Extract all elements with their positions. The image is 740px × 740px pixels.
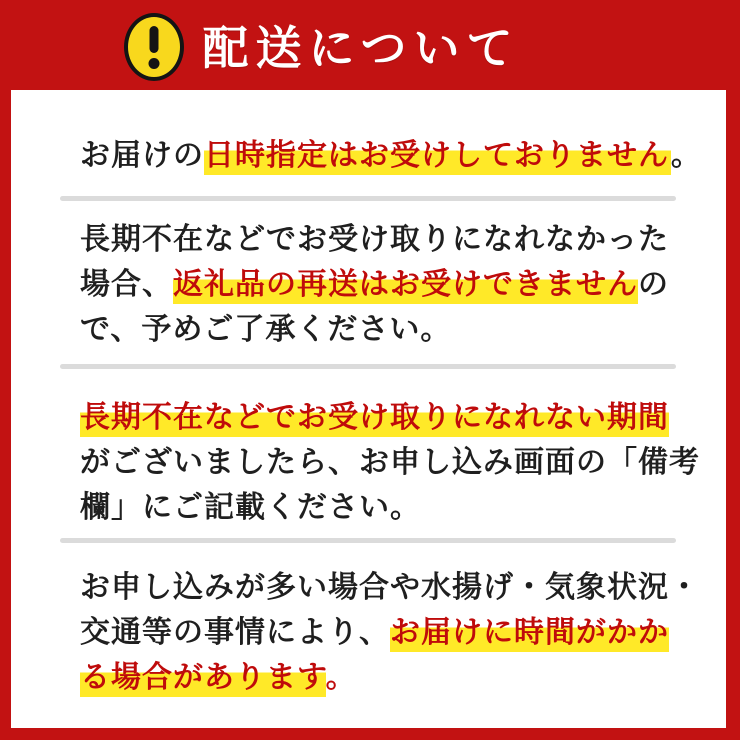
notice-line: [80, 395, 726, 440]
notice-line: [80, 565, 726, 610]
notice-line: [80, 307, 726, 352]
notice-text: で、予めご了承ください。: [80, 313, 452, 346]
highlighted-text: 返礼品の再送はお受けできません: [173, 268, 638, 304]
notice-text: 交通等の事情により、: [80, 616, 390, 649]
notice-paragraph: [80, 217, 726, 352]
notice-line: [80, 610, 726, 655]
section-divider: [60, 538, 676, 543]
exclamation-icon: [124, 13, 184, 81]
notice-text: 。: [325, 661, 357, 694]
notice-line: [80, 262, 726, 307]
notice-text: の: [638, 268, 669, 301]
notice-text: 欄」にご記載ください。: [80, 491, 421, 524]
notice-text: 。: [670, 139, 702, 172]
notice-content: [11, 90, 726, 728]
notice-paragraph: [80, 565, 726, 700]
notice-paragraph: [80, 133, 726, 178]
highlighted-text: る場合があります: [80, 661, 326, 697]
notice-line: [80, 217, 726, 262]
page-title: 配送について: [202, 22, 520, 74]
highlighted-text: 日時指定はお受けしておりません: [204, 139, 671, 175]
section-divider: [60, 364, 676, 369]
notice-text: 長期不在などでお受け取りになれなかった: [80, 223, 669, 256]
notice-line: [80, 440, 726, 485]
notice-text: 場合、: [80, 268, 173, 301]
highlighted-text: 長期不在などでお受け取りになれない期間: [80, 401, 669, 437]
header: [0, 0, 740, 90]
notice-text: お申し込みが多い場合や水揚げ・気象状況・: [80, 571, 700, 604]
notice-line: [80, 133, 726, 178]
notice-paragraph: [80, 395, 726, 530]
notice-line: [80, 485, 726, 530]
section-divider: [60, 196, 676, 201]
notice-line: [80, 655, 726, 700]
exclamation-bar: [150, 26, 159, 53]
notice-text: がございましたら、お申し込み画面の「備考: [80, 446, 700, 479]
highlighted-text: お届けに時間がかか: [390, 616, 669, 652]
exclamation-dot: [149, 58, 160, 69]
notice-text: お届けの: [80, 139, 204, 172]
